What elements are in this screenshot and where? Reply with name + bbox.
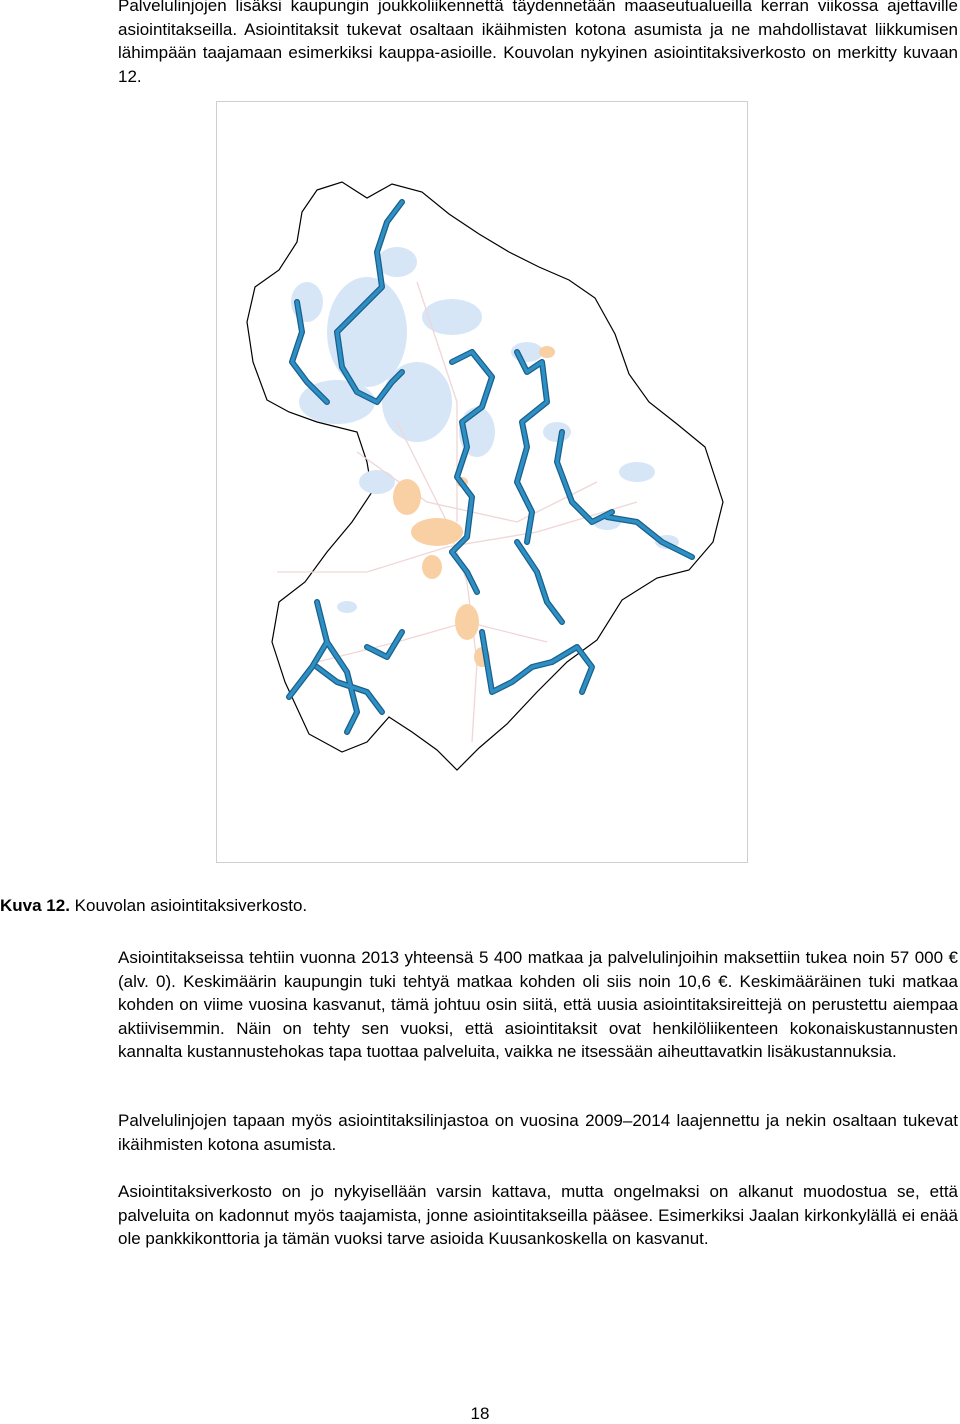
body-paragraph: Asiointitaksiverkosto on jo nykyisellään varsin kattava, mutta ongelmaksi on alkanut muodostua se, että palveluita on kadonnut myös taajamista, jonne asiointitakseilla pääsee. Esimerkiksi Jaalan kirkonkylällä ei enää ole pankkikonttoria ja tämän vuoksi tarve asioida Kuusankoskella on kasvanut. — [118, 1182, 958, 1248]
taxi-network-map — [217, 102, 746, 861]
figure-caption — [0, 894, 307, 918]
body-paragraph: Palvelulinjojen tapaan myös asiointitaksilinjastoa on vuosina 2009–2014 laajennettu ja nekin osaltaan tukevat ikäihmisten kotona asumista. — [118, 1111, 958, 1154]
map-figure — [216, 101, 748, 863]
intro-paragraph: Palvelulinjojen lisäksi kaupungin joukkoliikennettä täydennetään maaseutualueilla kerran viikossa ajettaville asiointitakseilla. Asiointitaksit tukevat osaltaan ikäihmisten kotona asumista ja ne mahdollistavat liikkumisen lähimpään taajamaan esimerkiksi kauppa-asioille. Kouvolan nykyinen asiointitaksiverkosto on merkitty kuvaan 12. — [118, 0, 958, 86]
page-number: 18 — [470, 1404, 490, 1423]
body-paragraph: Asiointitakseissa tehtiin vuonna 2013 yhteensä 5 400 matkaa ja palvelulinjoihin maksettiin tukea noin 57 000 € (alv. 0). Keskimäärin kaupungin tuki tehtyä matkaa kohden oli siis noin 10,6 €. Keskimääräinen tuki matkaa kohden on viime vuosina kasvanut, tämä johtuu osin siitä, että uusia asiointitaksireittejä on perustettu aiempaa aktiivisemmin. Näin on tehty sen vuoksi, että asiointitaksit ovat henkilöliikenteen kokonaiskustannusten kannalta kustannustehokas tapa tuottaa palveluita, vaikka ne itsessään aiheuttavatkin lisäkustannuksia. — [118, 948, 958, 1061]
caption-text: Kouvolan asiointitaksiverkosto. — [69, 896, 308, 915]
caption-label: Kuva 12. — [0, 896, 70, 915]
